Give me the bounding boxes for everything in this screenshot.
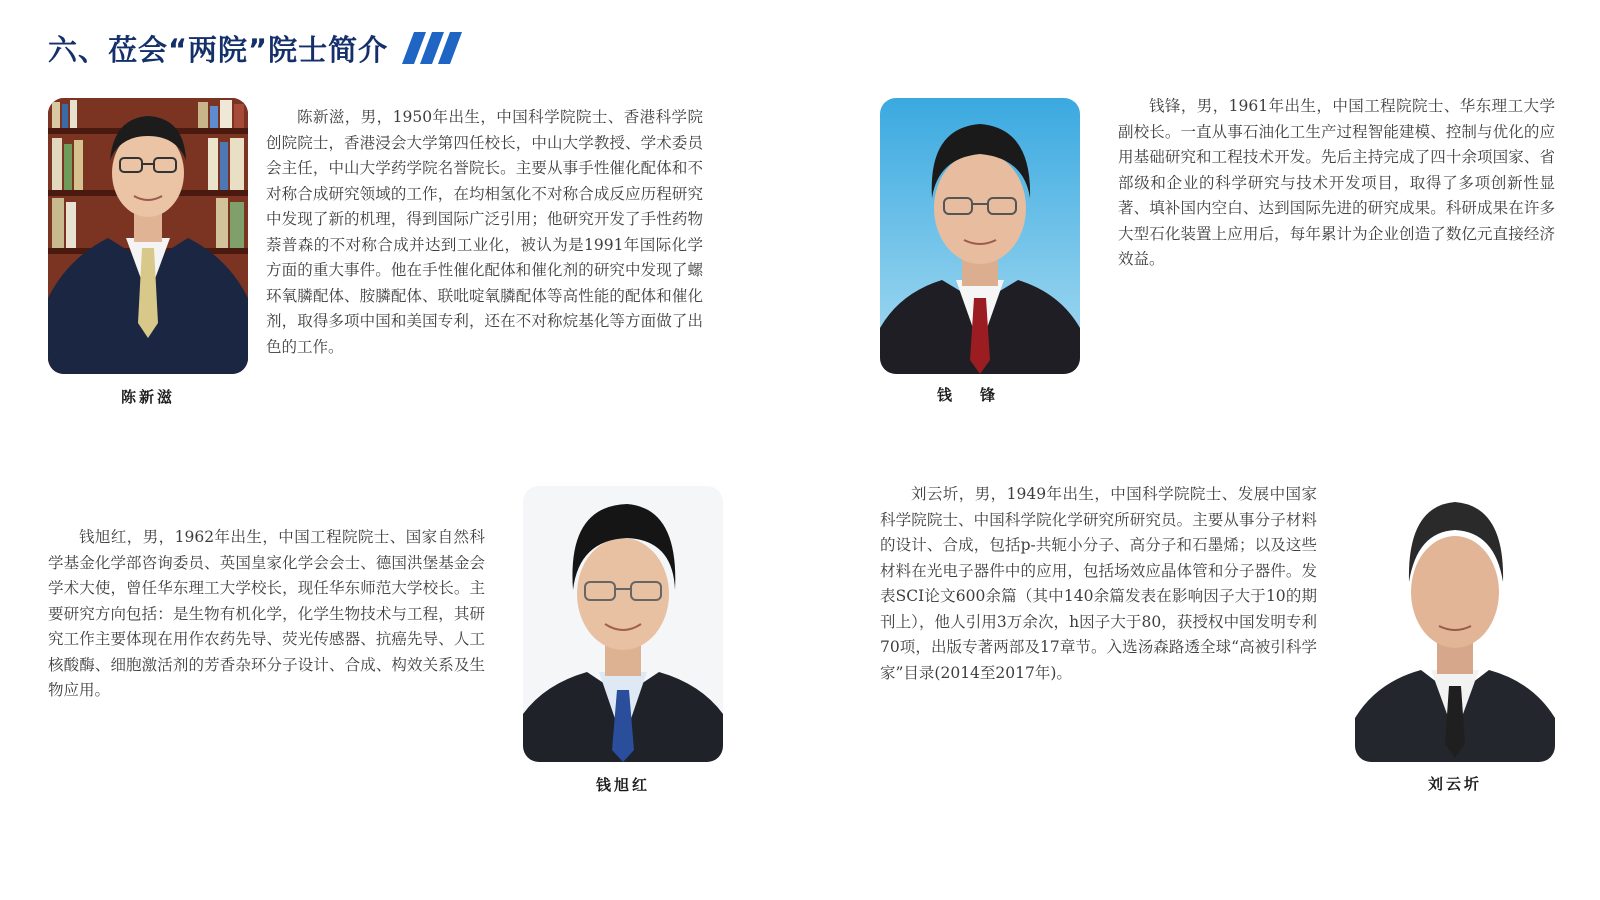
name-label-3: 钱旭红 bbox=[595, 776, 650, 794]
bio-text-2: 钱锋，男，1961年出生，中国工程院院士、华东理工大学副校长。一直从事石油化工生产过程智能建模、控制与优化的应用基础研究和工程技术开发。先后主持完成了四十余项国家、省部级和企业的科学研究与技术开发项目，取得了多项创新性显著、填补国内空白、达到国际先进的研究成果。科研成果在许多大型石化装置上应用后，每年累计为企业创造了数亿元直接经济效益。 bbox=[1118, 97, 1555, 268]
bio-text-3: 钱旭红，男，1962年出生，中国工程院院士、国家自然科学基金化学部咨询委员、英国皇家化学会会士、德国洪堡基金会学术大使，曾任华东理工大学校长，现任华东师范大学校长。主要研究方向包括：是生物有机化学，化学生物技术与工程，其研究工作主要体现在用作农药先导、荧光传感器、抗癌先导、人工核酸酶、细胞激活剂的芳香杂环分子设计、合成、构效关系及生物应用。 bbox=[48, 528, 485, 699]
portrait-photo-3 bbox=[523, 486, 723, 762]
bio-text-1: 陈新滋，男，1950年出生，中国科学院院士、香港科学院创院院士，香港浸会大学第四任校长，中山大学教授、学术委员会主任，中山大学药学院名誉院长。主要从事手性催化配体和不对称合成研究领域的工作，在均相氢化不对称合成反应历程研究中发现了新的机理，得到国际广泛引用；他研究开发了手性药物萘普森的不对称合成并达到工业化，被认为是1991年国际化学方面的重大事件。他在手性催化配体和催化剂的研究中发现了螺环氧膦配体、胺膦配体、联吡啶氧膦配体等高性能的配体和催化剂，取得多项中国和美国专利，还在不对称烷基化等方面做了出色的工作。 bbox=[266, 108, 703, 356]
bio-text-4: 刘云圻，男，1949年出生，中国科学院院士、发展中国家科学院院士、中国科学院化学研究所研究员。主要从事分子材料的设计、合成，包括p-共轭小分子、高分子和石墨烯；以及这些材料在光电子器件中的应用，包括场效应晶体管和分子器件。发表SCI论文600余篇（其中140余篇发表在影响因子大于10的期刊上），他人引用3万余次，h因子大于80，获授权中国发明专利70项，出版专著两部及17章节。入选汤森路透全球“高被引科学家”目录(2014至2017年)。 bbox=[880, 485, 1317, 682]
page-title: 六、莅会“两院”院士简介 bbox=[48, 32, 389, 67]
name-label-1: 陈新滋 bbox=[120, 388, 175, 406]
name-label-2: 钱锋 bbox=[936, 386, 1023, 404]
portrait-photo-4 bbox=[1355, 486, 1555, 762]
name-label-4: 刘云圻 bbox=[1427, 775, 1482, 793]
portrait-photo-2 bbox=[880, 98, 1080, 374]
slanted-stripes-icon bbox=[402, 32, 468, 64]
portrait-photo-1 bbox=[48, 98, 248, 374]
page-header bbox=[48, 26, 468, 70]
